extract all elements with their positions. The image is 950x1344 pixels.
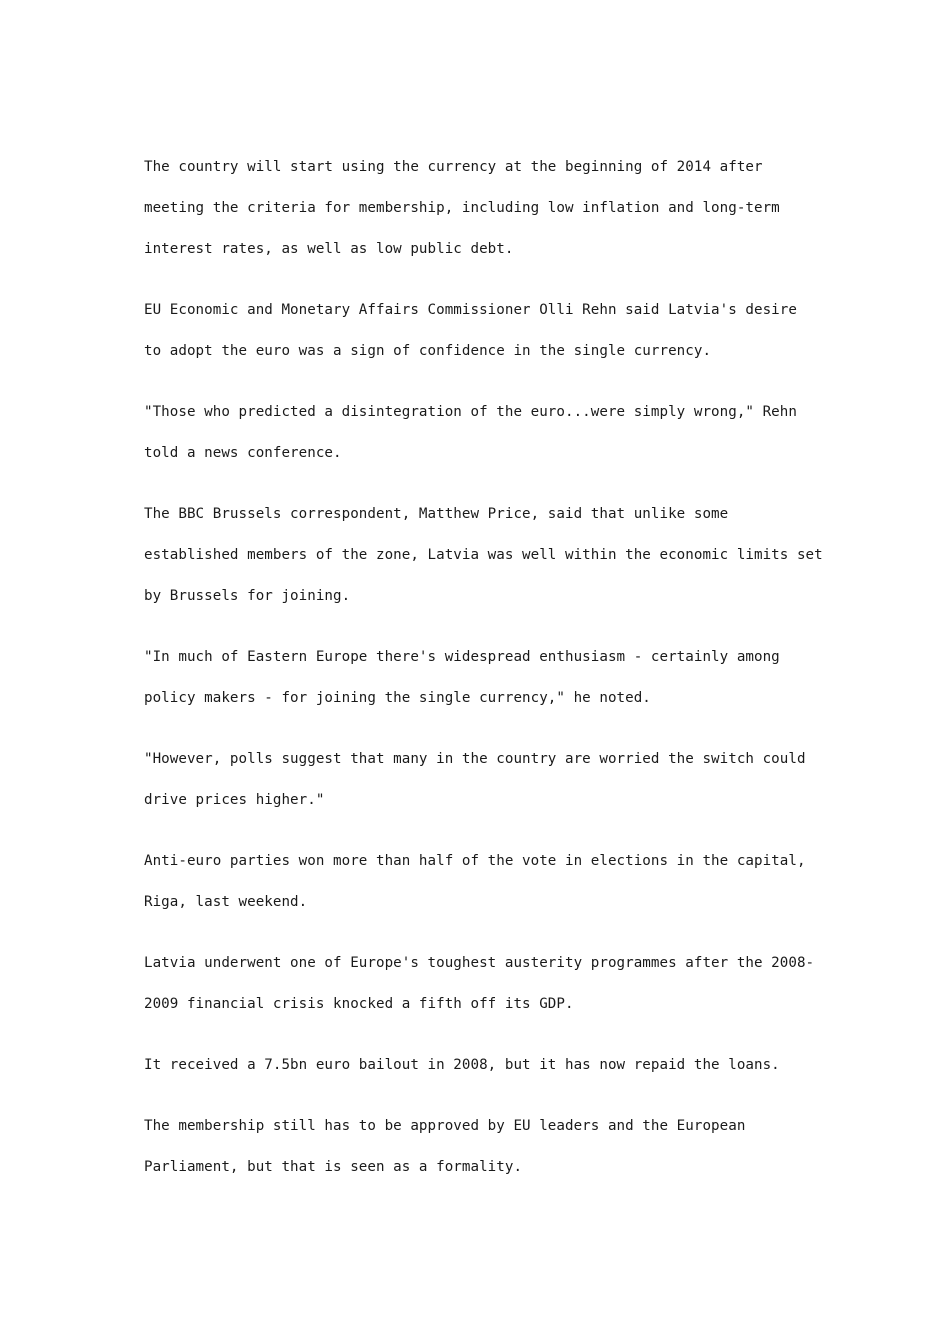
paragraph-5 [144, 637, 824, 719]
paragraph-line: "In much of Eastern Europe there's widespread enthusiasm - certainly among [144, 649, 780, 665]
paragraph-10 [144, 1106, 824, 1188]
paragraph-9 [144, 1045, 824, 1086]
paragraph-line: policy makers - for joining the single currency," he noted. [144, 690, 651, 706]
paragraph-line: The country will start using the currency at the beginning of 2014 after [144, 159, 763, 175]
paragraph-line: The membership still has to be approved by EU leaders and the European [144, 1118, 746, 1134]
paragraph-line: Latvia underwent one of Europe's toughest austerity programmes after the 2008- [144, 955, 815, 971]
paragraph-1 [144, 147, 824, 270]
paragraph-8 [144, 943, 824, 1025]
paragraph-line: 2009 financial crisis knocked a fifth off its GDP. [144, 996, 574, 1012]
paragraph-line: drive prices higher." [144, 792, 325, 808]
paragraph-2 [144, 290, 824, 372]
paragraph-line: to adopt the euro was a sign of confidence in the single currency. [144, 343, 712, 359]
paragraph-line: established members of the zone, Latvia was well within the economic limits set [144, 547, 823, 563]
paragraph-line: interest rates, as well as low public debt. [144, 241, 514, 257]
paragraph-line: "Those who predicted a disintegration of the euro...were simply wrong," Rehn [144, 404, 797, 420]
paragraph-line: by Brussels for joining. [144, 588, 351, 604]
paragraph-line: "However, polls suggest that many in the country are worried the switch could [144, 751, 806, 767]
paragraph-line: Parliament, but that is seen as a formality. [144, 1159, 523, 1175]
paragraph-line: Anti-euro parties won more than half of the vote in elections in the capital, [144, 853, 806, 869]
paragraph-6 [144, 739, 824, 821]
paragraph-line: Riga, last weekend. [144, 894, 308, 910]
article-body [144, 147, 824, 1208]
paragraph-7 [144, 841, 824, 923]
paragraph-line: The BBC Brussels correspondent, Matthew Price, said that unlike some [144, 506, 729, 522]
paragraph-line: EU Economic and Monetary Affairs Commissioner Olli Rehn said Latvia's desire [144, 302, 797, 318]
paragraph-4 [144, 494, 824, 617]
paragraph-line: told a news conference. [144, 445, 342, 461]
paragraph-3 [144, 392, 824, 474]
paragraph-line: meeting the criteria for membership, including low inflation and long-term [144, 200, 780, 216]
paragraph-line: It received a 7.5bn euro bailout in 2008, but it has now repaid the loans. [144, 1057, 780, 1073]
